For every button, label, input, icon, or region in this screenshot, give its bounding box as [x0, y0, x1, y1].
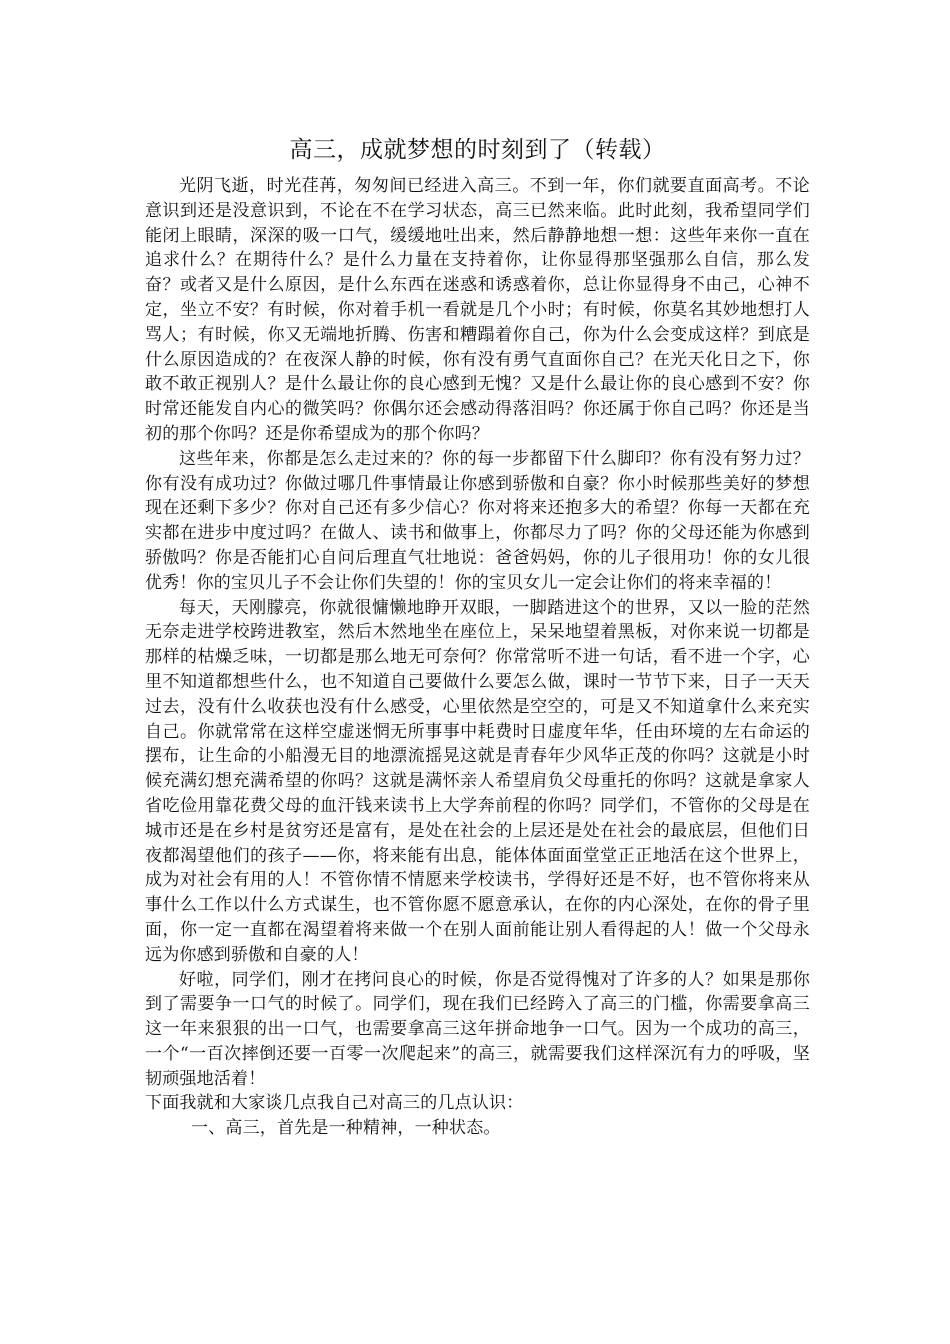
- paragraph-3: 每天，天刚朦亮，你就很慵懒地睁开双眼，一脚踏进这个的世界，又以一脸的茫然无奈走进学校跨进教室，然后木然地坐在座位上，呆呆地望着黑板，对你来说一切都是那样的枯燥乏味，一切都是那么地无可奈何？你常常听不进一句话，看不进一个字，心里不知道都想些什么，也不知道自己要做什么要怎么做，课时一节节下来，日子一天天过去，没有什么收获也没有什么感受，心里依然是空空的，可是又不知道拿什么来充实自己。你就常常在这样空虚迷惘无所事事中耗费时日虚度年华，任由环境的左右命运的摆布，让生命的小船漫无目的地漂流摇晃这就是青春年少风华正茂的你吗？这就是小时候充满幻想充满希望的你吗？这就是满怀亲人希望肩负父母重托的你吗？这就是拿家人省吃俭用靠花费父母的血汗钱来读书上大学奔前程的你吗？同学们，不管你的父母是在城市还是在乡村是贫穷还是富有，是处在社会的上层还是处在社会的最底层，但他们日夜都渴望他们的孩子——你，将来能有出息，能体体面面堂堂正正地活在这个世界上，成为对社会有用的人！不管你情不情愿来学校读书，学得好还是不好，也不管你将来从事什么工作以什么方式谋生，也不管你愿不愿意承认，在你的内心深处，在你的骨子里面，你一定一直都在渴望着将来做一个在别人面前能让别人看得起的人！做一个父母永远为你感到骄傲和自豪的人！: [145, 597, 810, 965]
- paragraph-4: 好啦，同学们，刚才在拷问良心的时候，你是否觉得愧对了许多的人？如果是那你到了需要争一口气的时候了。同学们，现在我们已经跨入了高三的门槛，你需要拿高三这一年来狠狠的出一口气，也需要拿高三这年拼命地争一口气。因为一个成功的高三，一个“一百次摔倒还要一百零一次爬起来”的高三，就需要我们这样深沉有力的呼吸，坚韧顽强地活着！: [145, 969, 810, 1089]
- paragraph-2: 这些年来，你都是怎么走过来的？你的每一步都留下什么脚印？你有没有努力过？你有没有成功过？你做过哪几件事情最让你感到骄傲和自豪？你小时候那些美好的梦想现在还剩下多少？你对自己还有多少信心？你对将来还抱多大的希望？你每一天都在充实都在进步中度过吗？在做人、读书和做事上，你都尽力了吗？你的父母还能为你感到骄傲吗？你是否能扪心自问后理直气壮地说：爸爸妈妈，你的儿子很用功！你的女儿很优秀！你的宝贝儿子不会让你们失望的！你的宝贝女儿一定会让你们的将来幸福的！: [145, 448, 810, 593]
- paragraph-5: 下面我就和大家谈几点我自己对高三的几点认识：: [145, 1093, 524, 1114]
- document-body: [145, 132, 810, 1141]
- paragraph-1: 光阴飞逝，时光荏苒，匆匆间已经进入高三。不到一年，你们就要直面高考。不论意识到还是没意识到，不论在不在学习状态，高三已然来临。此时此刻，我希望同学们能闭上眼睛，深深的吸一口气，缓缓地吐出来，然后静静地想一想：这些年来你一直在追求什么？在期待什么？是什么力量在支持着你，让你显得那坚强那么自信，那么发奋？或者又是什么原因，是什么东西在迷惑和诱惑着你，总让你显得身不由己，心神不定，坐立不安？有时候，你对着手机一看就是几个小时；有时候，你莫名其妙地想打人骂人；有时候，你又无端地折腾、伤害和糟蹋着你自己，你为什么会变成这样？到底是什么原因造成的？在夜深人静的时候，你有没有勇气直面你自己？在光天化日之下，你敢不敢正视别人？是什么最让你的良心感到无愧？又是什么最让你的良心感到不安？你时常还能发自内心的微笑吗？你偶尔还会感动得落泪吗？你还属于你自己吗？你还是当初的那个你吗？还是你希望成为的那个你吗？: [145, 176, 810, 444]
- document-title: 高三，成就梦想的时刻到了（转载）: [289, 137, 666, 163]
- section-heading-1: 一、高三，首先是一种精神，一种状态。: [191, 1118, 501, 1139]
